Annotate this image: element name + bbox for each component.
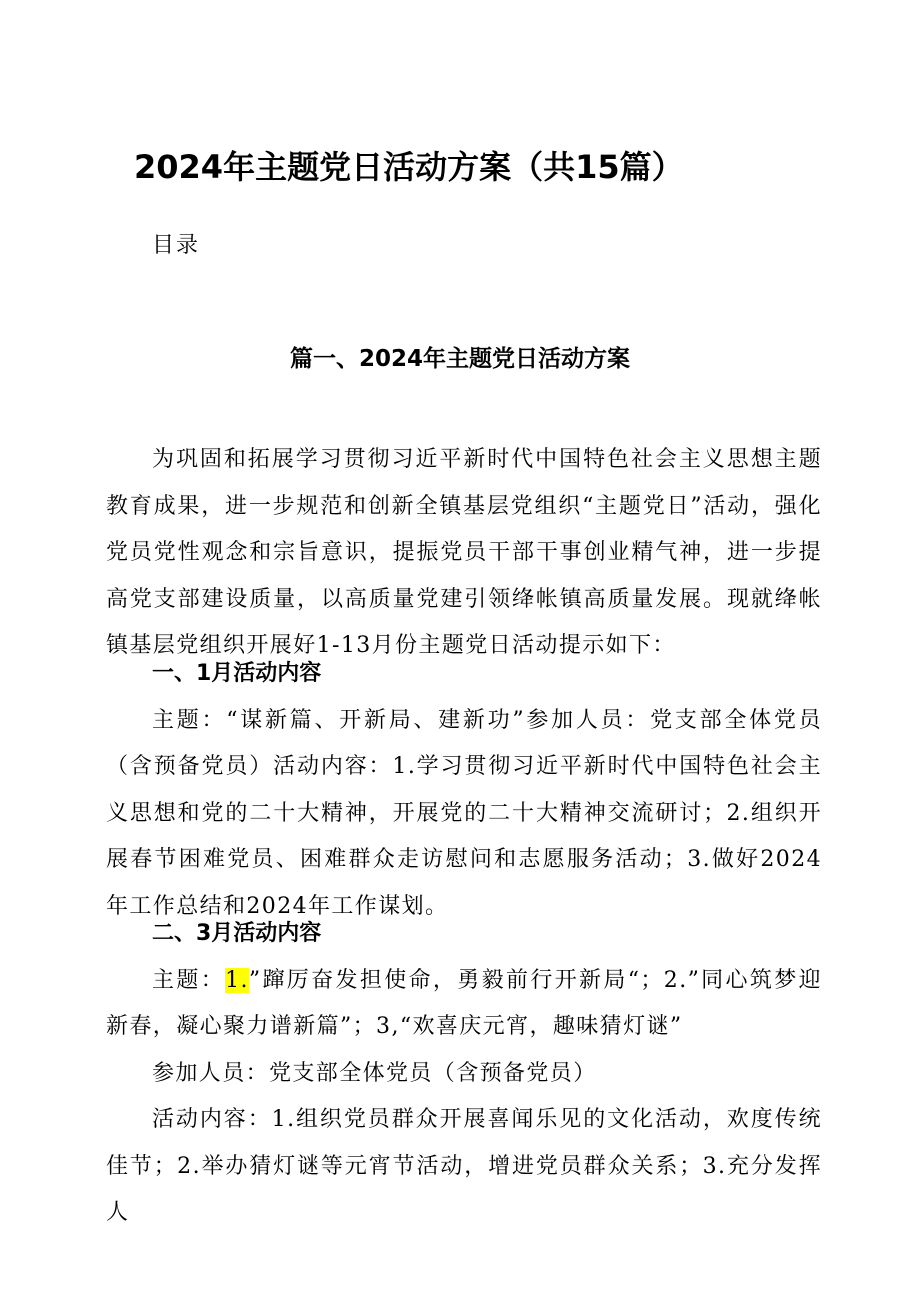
toc-label: 目录 bbox=[152, 233, 201, 258]
january-paragraph: 主题：“谋新篇、开新局、建新功”参加人员：党支部全体党员（含预备党员）活动内容：1.学习贯彻习近平新时代中国特色社会主义思想和党的二十大精神，开展党的二十大精神交流研讨；2.组织开展春节困难党员、困难群众走访慰问和志愿服务活动；3.做好2024年工作总结和2024年工作谋划。 bbox=[106, 707, 822, 919]
january-heading: 一、1月活动内容 bbox=[152, 661, 322, 686]
highlighted-number: 1. bbox=[225, 967, 249, 993]
intro-paragraph: 为巩固和拓展学习贯彻习近平新时代中国特色社会主义思想主题教育成果，进一步规范和创新全镇基层党组织“主题党日”活动，强化党员党性观念和宗旨意识，提振党员干部干事创业精气神，进一步提高党支部建设质量，以高质量党建引领绛帐镇高质量发展。现就绛帐镇基层党组织开展好1-13月份主题党日活动提示如下： bbox=[106, 447, 822, 658]
document-title: 2024年主题党日活动方案（共15篇） bbox=[134, 148, 684, 186]
march-theme-paragraph bbox=[106, 958, 822, 1051]
intro-paragraph-block bbox=[106, 437, 822, 670]
march-content-paragraph: 活动内容：1.组织党员群众开展喜闻乐见的文化活动，欢度传统佳节；2.举办猜灯谜等元宵节活动，增进党员群众关系；3.充分发挥人 bbox=[106, 1107, 822, 1225]
section-title: 篇一、2024年主题党日活动方案 bbox=[289, 346, 630, 372]
march-section bbox=[106, 911, 822, 1237]
march-participants: 参加人员：党支部全体党员（含预备党员） bbox=[152, 1060, 597, 1086]
january-section bbox=[106, 651, 822, 930]
march-theme-text: ”蹿厉奋发担使命，勇毅前行开新局“；2.”同心筑梦迎新春，凝心聚力谱新篇”；3,“欢喜庆元宵，趣味猜灯谜” bbox=[106, 967, 822, 1039]
march-theme-prefix: 主题： bbox=[152, 967, 226, 993]
march-heading: 二、3月活动内容 bbox=[152, 921, 322, 946]
